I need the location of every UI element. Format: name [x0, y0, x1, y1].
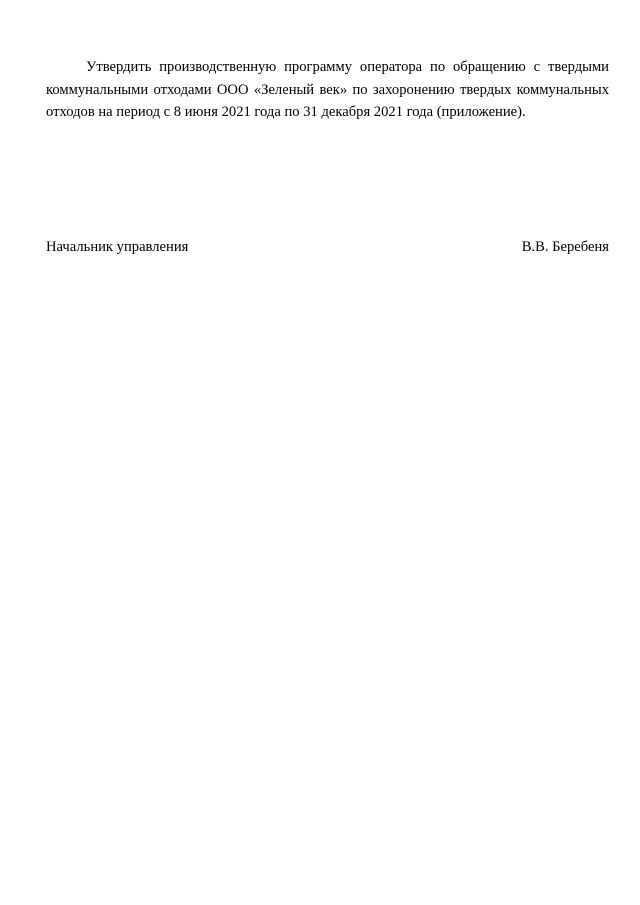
signature-block [46, 237, 609, 257]
signatory-name: В.В. Беребеня [521, 239, 609, 255]
resolution-paragraph: Утвердить производственную программу оператора по обращению с твердыми коммунальными отходами ООО «Зеленый век» по захоронению твердых коммунальных отходов на период с 8 июня 2021 года по 31 декабря 2021 года (приложение). [46, 59, 609, 120]
signatory-position: Начальник управления [46, 239, 189, 255]
